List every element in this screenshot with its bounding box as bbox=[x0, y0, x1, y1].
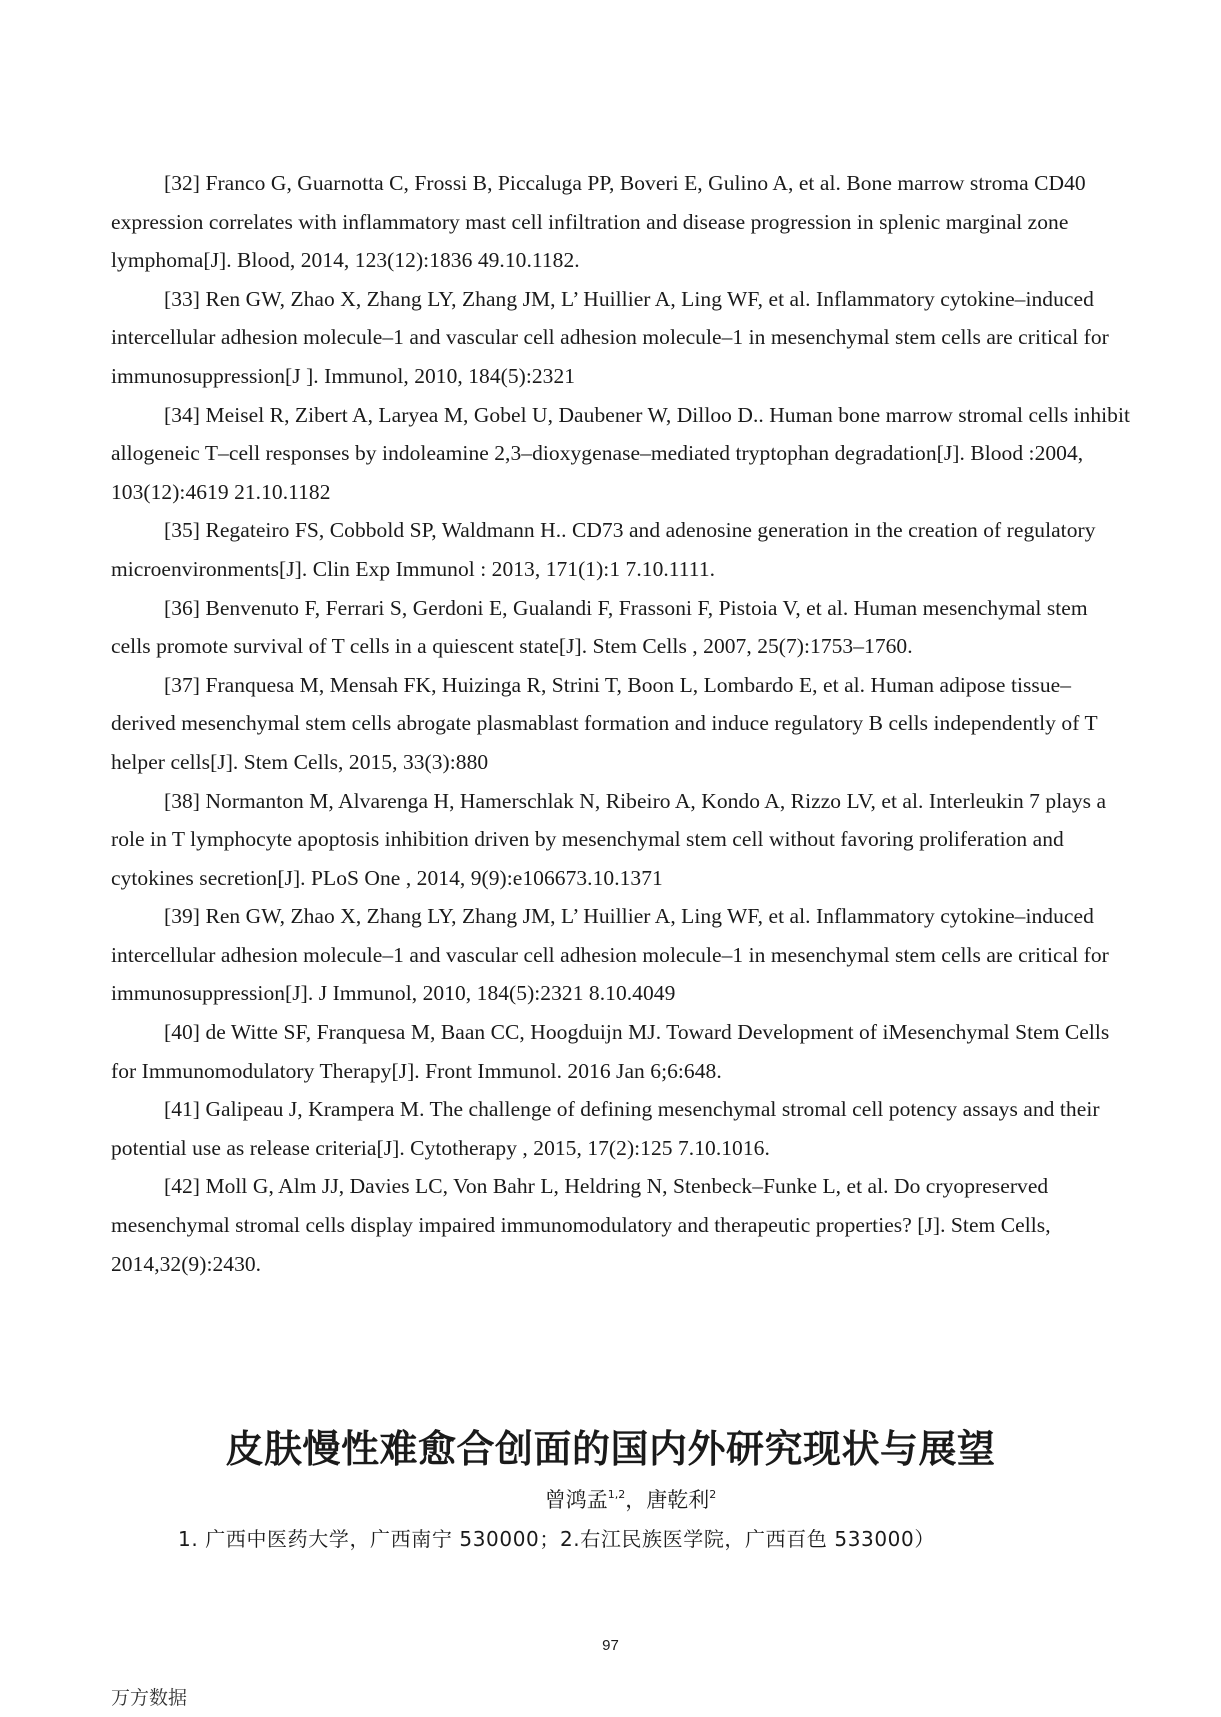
page-number: 97 bbox=[602, 1637, 619, 1654]
reference-item: [34] Meisel R, Zibert A, Laryea M, Gobel U, Daubener W, Dilloo D.. Human bone marrow stromal cells inhibit allogeneic T–cell responses by indoleamine 2,3–dioxygenase–mediated tryptophan degradation[J]. Blood :2004, 103(12):4619 21.10.1182 bbox=[111, 402, 1131, 504]
author-affiliation-marker: 2 bbox=[709, 1488, 717, 1501]
reference-item: [35] Regateiro FS, Cobbold SP, Waldmann H.. CD73 and adenosine generation in the creation of regulatory microenvironments[J]. Clin Exp Immunol : 2013, 171(1):1 7.10.1111. bbox=[111, 518, 1096, 581]
article-title: 皮肤慢性难愈合创面的国内外研究现状与展望 bbox=[225, 1427, 996, 1471]
author-name: 曾鸿孟 bbox=[544, 1488, 608, 1512]
reference-item: [42] Moll G, Alm JJ, Davies LC, Von Bahr L, Heldring N, Stenbeck–Funke L, et al. Do cryopreserved mesenchymal stromal cells display impaired immunomodulatory and therapeutic properties? [J]. Stem Cells, 2014,32(9):2430. bbox=[111, 1174, 1051, 1276]
reference-item: [33] Ren GW, Zhao X, Zhang LY, Zhang JM, L’ Huillier A, Ling WF, et al. Inflammatory cytokine–induced intercellular adhesion molecule–1 and vascular cell adhesion molecule–1 in mesenchymal stem cells are critical for immunosuppression[J ]. Immunol, 2010, 184(5):2321 bbox=[111, 286, 1109, 388]
author-affiliation-marker: 1,2 bbox=[607, 1488, 626, 1501]
reference-item: [37] Franquesa M, Mensah FK, Huizinga R, Strini T, Boon L, Lombardo E, et al. Human adipose tissue–derived mesenchymal stem cells abrogate plasmablast formation and induce regulatory B cells independently of T helper cells[J]. Stem Cells, 2015, 33(3):880 bbox=[111, 672, 1098, 774]
author-name: 唐乾利 bbox=[646, 1488, 710, 1512]
reference-item: [39] Ren GW, Zhao X, Zhang LY, Zhang JM, L’ Huillier A, Ling WF, et al. Inflammatory cytokine–induced intercellular adhesion molecule–1 and vascular cell adhesion molecule–1 in mesenchymal stem cells are critical for immunosuppression[J]. J Immunol, 2010, 184(5):2321 8.10.4049 bbox=[111, 904, 1109, 1006]
database-watermark: 万方数据 bbox=[111, 1687, 188, 1709]
author-affiliations: 1. 广西中医药大学，广西南宁 530000；2.右江民族医学院，广西百色 533000） bbox=[178, 1527, 935, 1551]
author-line bbox=[0, 1484, 1221, 1514]
reference-item: [32] Franco G, Guarnotta C, Frossi B, Piccaluga PP, Boveri E, Gulino A, et al. Bone marrow stroma CD40 expression correlates with inflammatory mast cell infiltration and disease progression in splenic marginal zone lymphoma[J]. Blood, 2014, 123(12):1836 49.10.1182. bbox=[111, 171, 1086, 273]
reference-item: [40] de Witte SF, Franquesa M, Baan CC, Hoogduijn MJ. Toward Development of iMesenchymal Stem Cells for Immunomodulatory Therapy[J]. Front Immunol. 2016 Jan 6;6:648. bbox=[111, 1020, 1110, 1083]
reference-item: [41] Galipeau J, Krampera M. The challenge of defining mesenchymal stromal cell potency assays and their potential use as release criteria[J]. Cytotherapy , 2015, 17(2):125 7.10.1016. bbox=[111, 1097, 1100, 1160]
reference-item: [36] Benvenuto F, Ferrari S, Gerdoni E, Gualandi F, Frassoni F, Pistoia V, et al. Human mesenchymal stem cells promote survival of T cells in a quiescent state[J]. Stem Cells , 2007, 25(7):1753–1760. bbox=[111, 595, 1088, 659]
reference-list bbox=[111, 164, 1131, 1283]
author-separator: ， bbox=[625, 1488, 647, 1512]
reference-item: [38] Normanton M, Alvarenga H, Hamerschlak N, Ribeiro A, Kondo A, Rizzo LV, et al. Interleukin 7 plays a role in T lymphocyte apoptosis inhibition driven by mesenchymal stem cell without favoring proliferation and cytokines secretion[J]. PLoS One , 2014, 9(9):e106673.10.1371 bbox=[111, 788, 1107, 890]
